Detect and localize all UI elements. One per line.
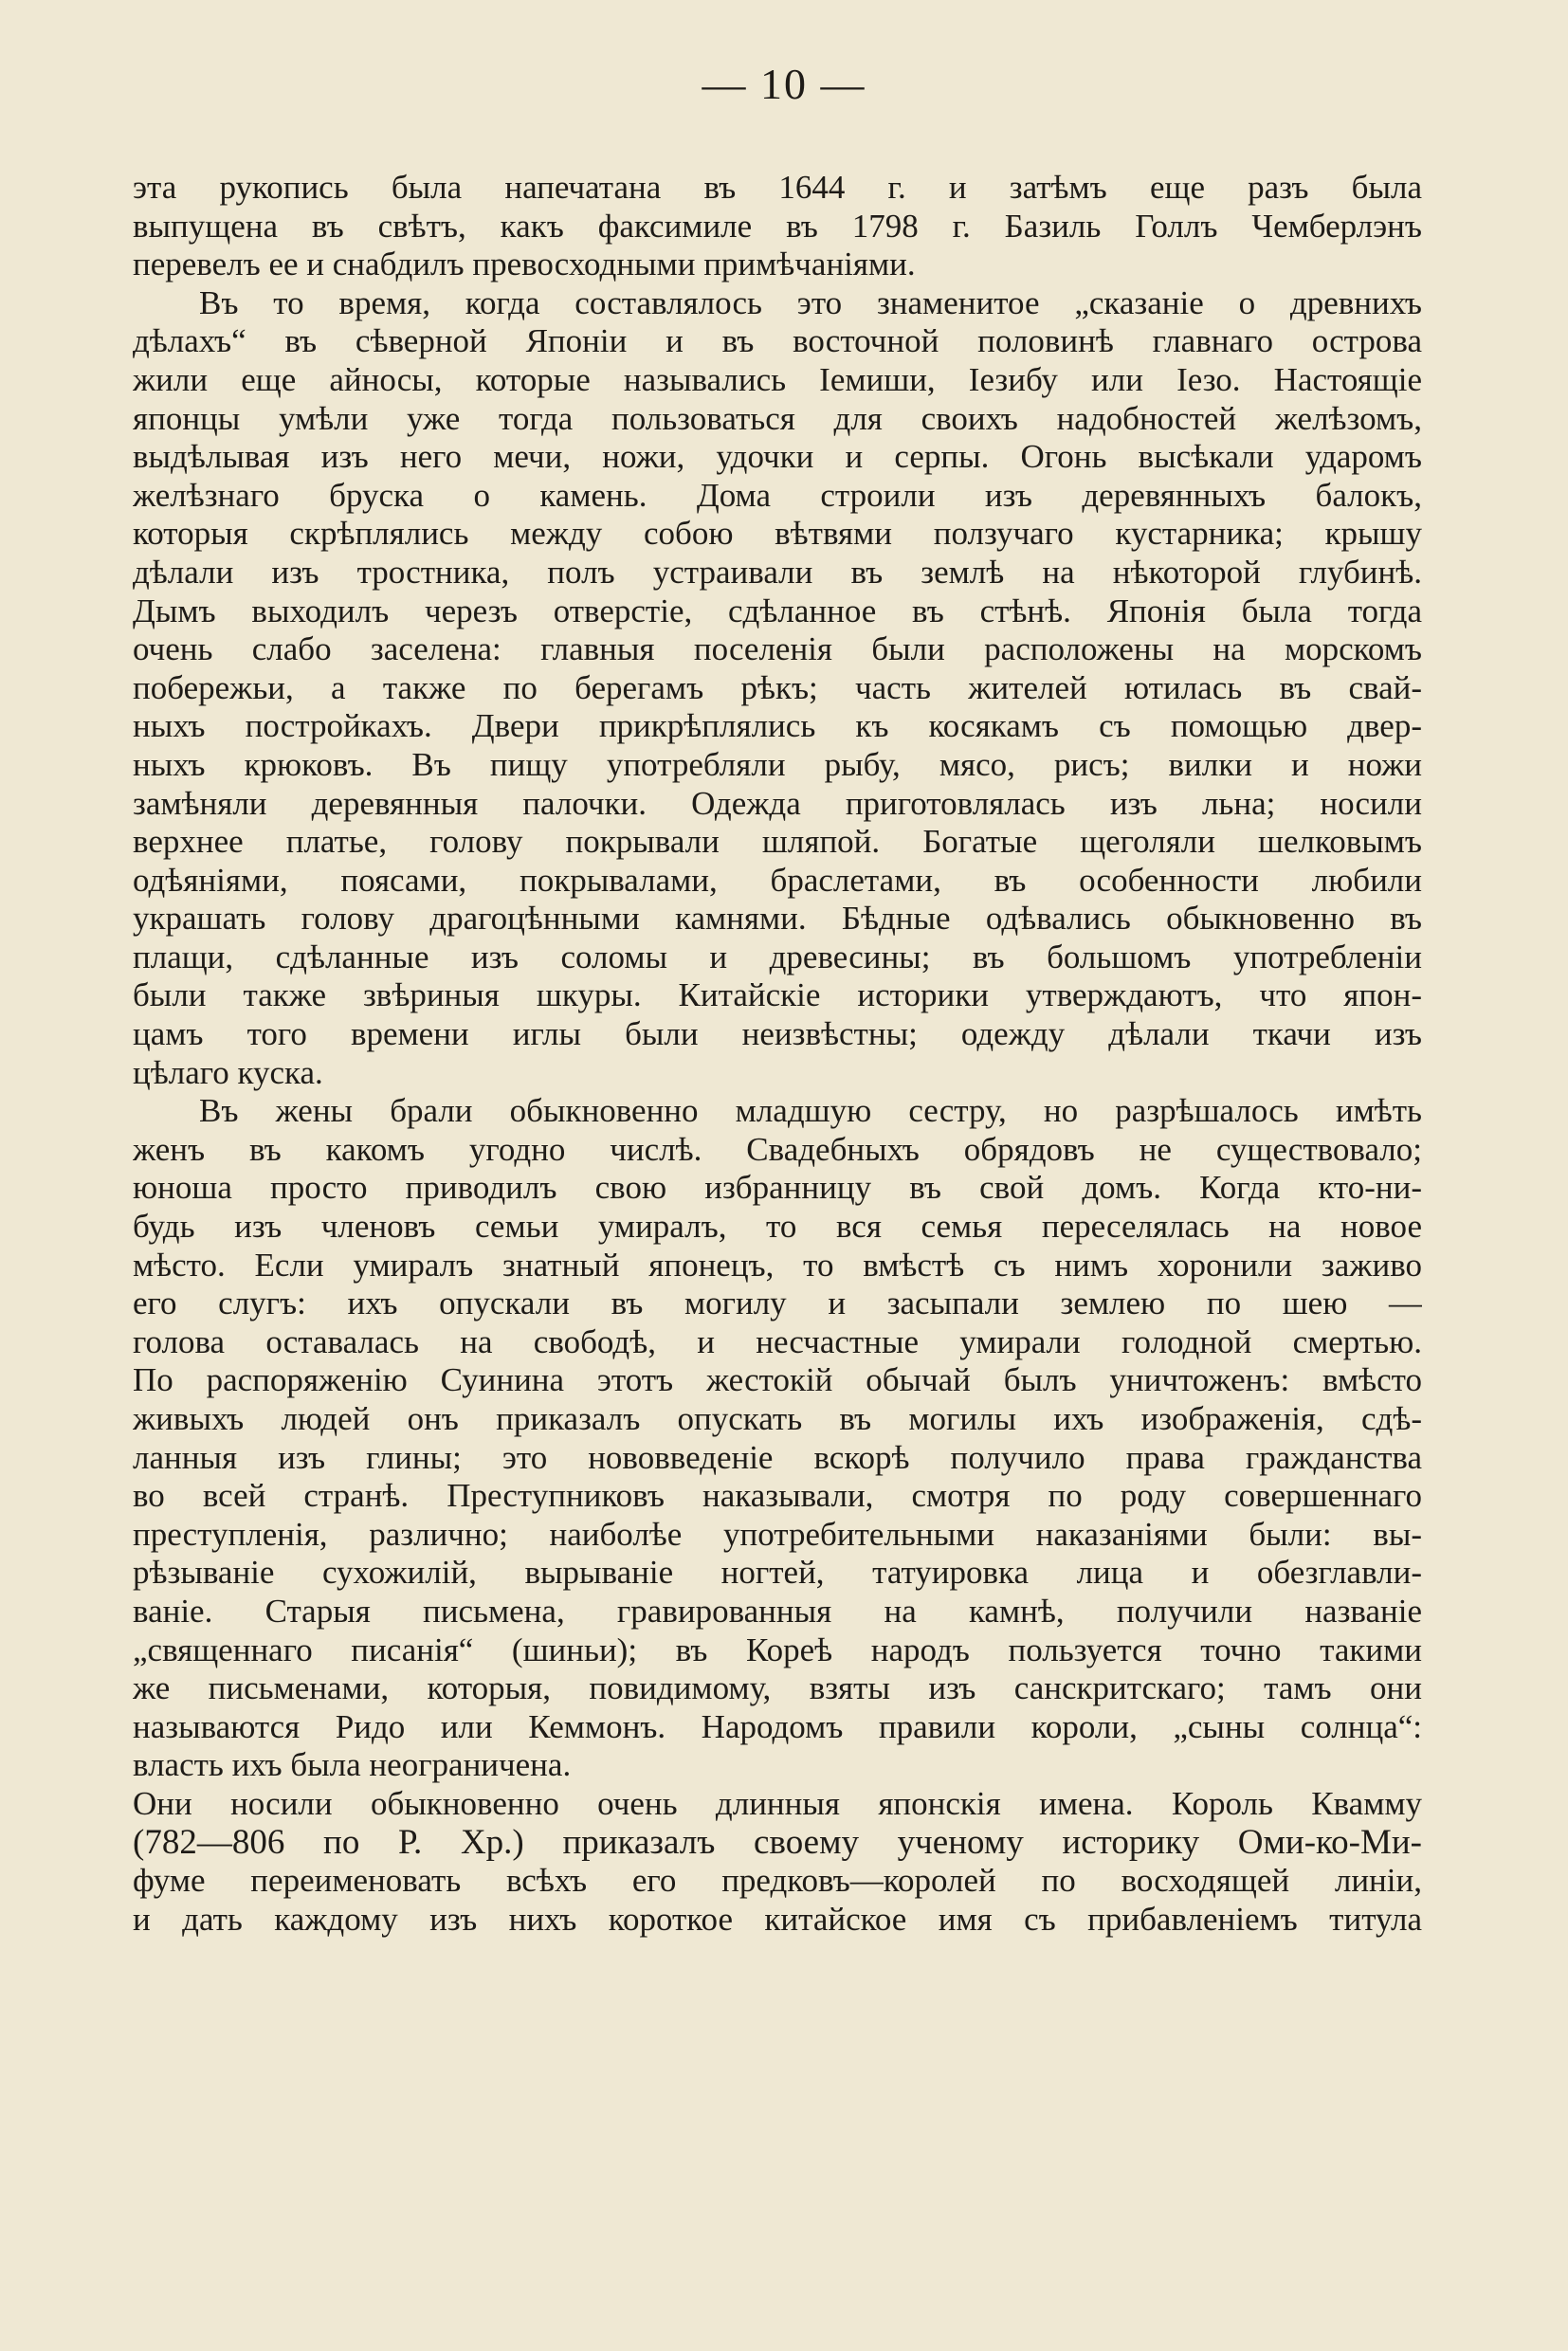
text-line: юноша просто приводилъ свою избранницу въ свой домъ. Когда кто-ни-: [133, 1169, 1422, 1207]
text-line: женъ въ какомъ угодно числѣ. Свадебныхъ обрядовъ не существовало;: [133, 1130, 1422, 1168]
text-line: японцы умѣли уже тогда пользоваться для своихъ надобностей желѣзомъ,: [133, 399, 1422, 437]
text-line: цамъ того времени иглы были неизвѣстны; одежду дѣлали ткачи изъ: [133, 1015, 1422, 1053]
text-line: власть ихъ была неограничена.: [133, 1746, 572, 1784]
text-line: и дать каждому изъ нихъ короткое китайское имя съ прибавленіемъ титула: [133, 1900, 1422, 1938]
text-line: были также звѣриныя шкуры. Китайскіе историки утверждаютъ, что япон-: [133, 976, 1422, 1014]
text-line: будь изъ членовъ семьи умиралъ, то вся семья переселялась на новое: [133, 1208, 1422, 1246]
text-line: По распоряженію Суинина этотъ жестокій обычай былъ уничтоженъ: вмѣсто: [133, 1361, 1422, 1399]
text-line: плащи, сдѣланные изъ соломы и древесины; въ большомъ употребленіи: [133, 938, 1422, 975]
text-line: называются Ридо или Кеммонъ. Народомъ правили короли, „сыны солнца“:: [133, 1707, 1422, 1745]
text-line: живыхъ людей онъ приказалъ опускать въ могилы ихъ изображенія, сдѣ-: [133, 1400, 1422, 1437]
text-line: выпущена въ свѣтъ, какъ факсимиле въ 1798 г. Базиль Голлъ Чемберлэнъ: [133, 207, 1422, 245]
text-line: Въ жены брали обыкновенно младшую сестру, но разрѣшалось имѣть: [199, 1092, 1422, 1130]
text-line: же письменами, которыя, повидимому, взяты изъ санскритскаго; тамъ они: [133, 1669, 1422, 1707]
text-line: дѣлали изъ тростника, полъ устраивали въ землѣ на нѣкоторой глубинѣ.: [133, 553, 1422, 591]
text-line: дѣлахъ“ въ сѣверной Японіи и въ восточной половинѣ главнаго острова: [133, 322, 1422, 360]
text-line: голова оставалась на свободѣ, и несчастные умирали голодной смертью.: [133, 1322, 1422, 1360]
text-line: ланныя изъ глины; это нововведеніе вскорѣ получило права гражданства: [133, 1438, 1422, 1476]
text-line: (782—806 по Р. Хр.) приказалъ своему ученому историку Оми-ко-Ми-: [133, 1823, 1422, 1862]
text-line: Дымъ выходилъ черезъ отверстіе, сдѣланное въ стѣнѣ. Японія была тогда: [133, 592, 1422, 629]
text-line: которыя скрѣплялись между собою вѣтвями ползучаго кустарника; крышу: [133, 515, 1422, 553]
text-line: рѣзываніе сухожилій, вырываніе ногтей, татуировка лица и обезглавли-: [133, 1554, 1422, 1592]
text-line: жили еще айносы, которые назывались Іемиши, Іезибу или Іезо. Настоящіе: [133, 360, 1422, 398]
text-line: фуме переименовать всѣхъ его предковъ—королей по восходящей линіи,: [133, 1862, 1422, 1900]
text-line: очень слабо заселена: главныя поселенія были расположены на морскомъ: [133, 630, 1422, 668]
text-line: мѣсто. Если умиралъ знатный японецъ, то вмѣстѣ съ нимъ хоронили заживо: [133, 1246, 1422, 1284]
text-line: Въ то время, когда составлялось это знаменитое „сказаніе о древнихъ: [199, 283, 1422, 321]
text-line: замѣняли деревянныя палочки. Одежда приготовлялась изъ льна; носили: [133, 784, 1422, 822]
text-line: побережьи, а также по берегамъ рѣкъ; часть жителей ютилась въ свай-: [133, 668, 1422, 706]
text-line: ваніе. Старыя письмена, гравированныя на камнѣ, получили названіе: [133, 1592, 1422, 1630]
text-line: эта рукопись была напечатана въ 1644 г. и затѣмъ еще разъ была: [133, 169, 1422, 206]
text-line: одѣяніями, поясами, покрывалами, браслетами, въ особенности любили: [133, 861, 1422, 899]
text-line: выдѣлывая изъ него мечи, ножи, удочки и серпы. Огонь высѣкали ударомъ: [133, 438, 1422, 476]
text-line: „священнаго писанія“ (шиньи); въ Кореѣ народъ пользуется точно такими: [133, 1631, 1422, 1668]
text-line: цѣлаго куска.: [133, 1053, 323, 1091]
text-line: желѣзнаго бруска о камень. Дома строили изъ деревянныхъ балокъ,: [133, 476, 1422, 514]
text-line: ныхъ постройкахъ. Двери прикрѣплялись къ косякамъ съ помощью двер-: [133, 707, 1422, 745]
text-line: Они носили обыкновенно очень длинныя японскія имена. Король Квамму: [133, 1784, 1422, 1822]
text-line: перевелъ ее и снабдилъ превосходными примѣчаніями.: [133, 246, 916, 283]
page-number: — 10 —: [702, 60, 866, 108]
text-line: ныхъ крюковъ. Въ пищу употребляли рыбу, мясо, рисъ; вилки и ножи: [133, 745, 1422, 783]
text-line: верхнее платье, голову покрывали шляпой. Богатые щеголяли шелковымъ: [133, 823, 1422, 861]
text-line: преступленія, различно; наиболѣе употребительными наказаніями были: вы-: [133, 1515, 1422, 1553]
body-text: [133, 169, 1422, 1939]
text-line: украшать голову драгоцѣнными камнями. Бѣдные одѣвались обыкновенно въ: [133, 900, 1422, 938]
text-line: во всей странѣ. Преступниковъ наказывали, смотря по роду совершеннаго: [133, 1477, 1422, 1515]
text-line: его слугъ: ихъ опускали въ могилу и засыпали землею по шею —: [133, 1285, 1422, 1322]
